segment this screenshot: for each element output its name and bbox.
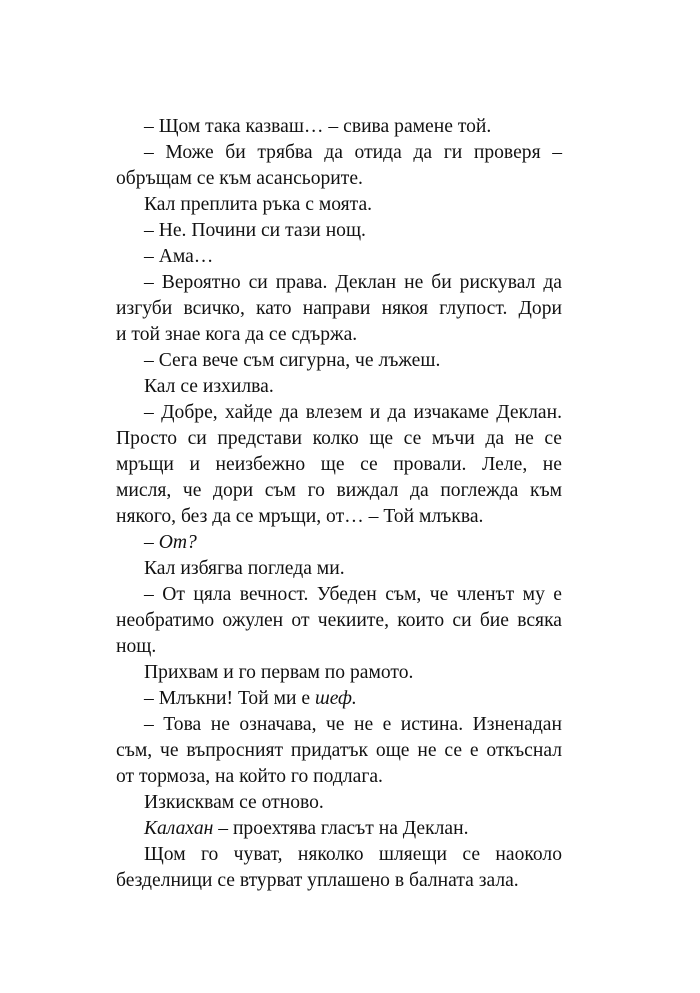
text-line: Щом го чуват, няколко шляещи се наоколо bbox=[144, 844, 562, 865]
text-line: Изкисквам се отново. bbox=[144, 792, 324, 813]
text-segment: – Млъкни! Той ми е bbox=[144, 688, 315, 709]
italic-segment: шеф. bbox=[315, 688, 357, 709]
text-line: – Вероятно си права. Деклан не би рискувал да bbox=[144, 272, 562, 293]
text-line: – Може би трябва да отида да ги проверя – bbox=[144, 142, 562, 163]
text-line: мисля, че дори съм го виждал да поглежда към bbox=[116, 480, 562, 501]
text-line: – Това не означава, че не е истина. Изненадан bbox=[144, 714, 562, 735]
text-line: Просто си представи колко ще се мъчи да не се bbox=[116, 428, 562, 449]
text-line: необратимо ожулен от чекиите, които си бие всяка bbox=[116, 610, 562, 631]
text-line: Кал се изхилва. bbox=[144, 376, 274, 397]
text-line: някого, без да се мръщи, от… – Той млъква. bbox=[116, 506, 484, 527]
text-line: и той знае кога да се сдържа. bbox=[116, 324, 358, 345]
text-line: – Добре, хайде да влезем и да изчакаме Деклан. bbox=[144, 402, 562, 423]
text-line: Кал избягва погледа ми. bbox=[144, 558, 345, 579]
text-line: – От цяла вечност. Убеден съм, че членът му е bbox=[144, 584, 562, 605]
text-line: изгуби всичко, като направи някоя глупост. Дори bbox=[116, 298, 562, 319]
text-segment: – проехтява гласът на Деклан. bbox=[213, 818, 469, 839]
page-text bbox=[116, 114, 562, 894]
text-line: – Не. Почини си тази нощ. bbox=[144, 220, 366, 241]
text-line: безделници се втурват уплашено в балната зала. bbox=[116, 870, 519, 891]
text-line bbox=[116, 816, 562, 842]
text-line: съм, че въпросният придатък още не се е откъснал bbox=[116, 740, 562, 761]
text-line: обръщам се към асансьорите. bbox=[116, 168, 363, 189]
text-line: Кал преплита ръка с моята. bbox=[144, 194, 373, 215]
text-line: от тормоза, на който го подлага. bbox=[116, 766, 383, 787]
text-line: – Щом така казваш… – свива рамене той. bbox=[144, 116, 492, 137]
text-line: – От? bbox=[144, 532, 197, 553]
text-line: – Сега вече съм сигурна, че лъжеш. bbox=[144, 350, 441, 371]
text-line: – Ама… bbox=[144, 246, 214, 267]
text-line: Прихвам и го первам по рамото. bbox=[144, 662, 414, 683]
text-line: мръщи и неизбежно ще се провали. Леле, не bbox=[116, 454, 562, 475]
text-line: нощ. bbox=[116, 636, 157, 657]
italic-segment: Калахан bbox=[144, 818, 214, 839]
text-line bbox=[116, 686, 562, 712]
